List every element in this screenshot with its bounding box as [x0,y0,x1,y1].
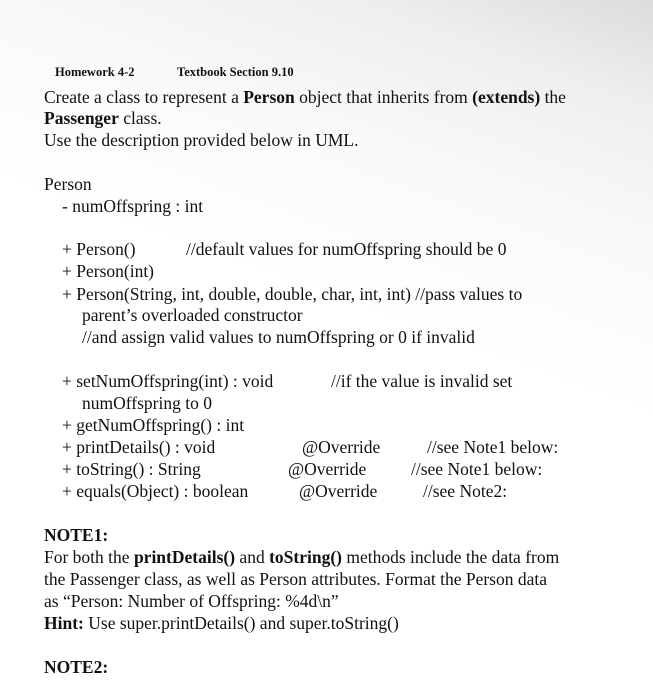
uml-constructor-full-cont: parent’s overloaded constructor [82,305,303,325]
note1-text: methods include the data from [341,547,560,567]
intro-text: object that inherits from [294,87,473,107]
note1-line-1 [44,549,559,567]
uml-constructor-int: + Person(int) [62,261,155,281]
uml-method-tostring: + toString() : String [62,459,201,479]
intro-text: Create a class to represent a [44,87,244,107]
section-label: Textbook Section 9.10 [177,65,294,79]
uml-constructor-default-comment: //default values for numOffspring should be 0 [186,239,507,259]
uml-constructor-full: + Person(String, int, double, double, char, int, int) //pass values to [62,284,523,304]
note1-line-2: the Passenger class, as well as Person attributes. Format the Person data [44,569,548,589]
homework-label: Homework 4-2 [55,65,135,79]
intro-line-2 [44,110,162,128]
intro-line-1 [44,89,566,107]
intro-passenger-bold: Passenger [44,108,119,128]
uml-method-equals-annotation: @Override [299,481,378,501]
uml-method-get: + getNumOffspring() : int [62,415,245,435]
note1-line-3: as “Person: Number of Offspring: %4d\n” [44,591,339,611]
hint-text: Use super.printDetails() and super.toString() [83,613,399,633]
note1-tostring-bold: toString() [269,547,342,567]
uml-constructor-default: + Person() [62,239,136,259]
uml-method-tostring-annotation: @Override [288,459,367,479]
intro-extends-bold: (extends) [472,87,541,107]
intro-person-bold: Person [243,87,295,107]
uml-method-print: + printDetails() : void [62,437,216,457]
uml-method-set-comment: //if the value is invalid set [331,371,513,391]
uml-method-equals: + equals(Object) : boolean [62,481,249,501]
note1-text: and [235,547,270,567]
note2-title: NOTE2: [44,657,109,677]
uml-method-set: + setNumOffspring(int) : void [62,371,274,391]
intro-text: class. [118,108,162,128]
intro-line-3: Use the description provided below in UML. [44,130,359,150]
uml-method-print-annotation: @Override [302,437,381,457]
uml-method-set-cont: numOffspring to 0 [82,393,212,413]
note1-text: For both the [44,547,134,567]
note1-printdetails-bold: printDetails() [133,547,236,567]
uml-method-print-note: //see Note1 below: [427,437,559,457]
uml-constructor-full-comment: //and assign valid values to numOffspring or 0 if invalid [82,327,475,347]
uml-class-name: Person [44,174,92,194]
intro-text: the [540,87,566,107]
uml-method-equals-note: //see Note2: [423,481,508,501]
uml-field: - numOffspring : int [62,196,204,216]
uml-method-tostring-note: //see Note1 below: [411,459,543,479]
note1-hint [44,615,399,633]
note1-title: NOTE1: [44,525,109,545]
hint-label: Hint: [44,613,84,633]
